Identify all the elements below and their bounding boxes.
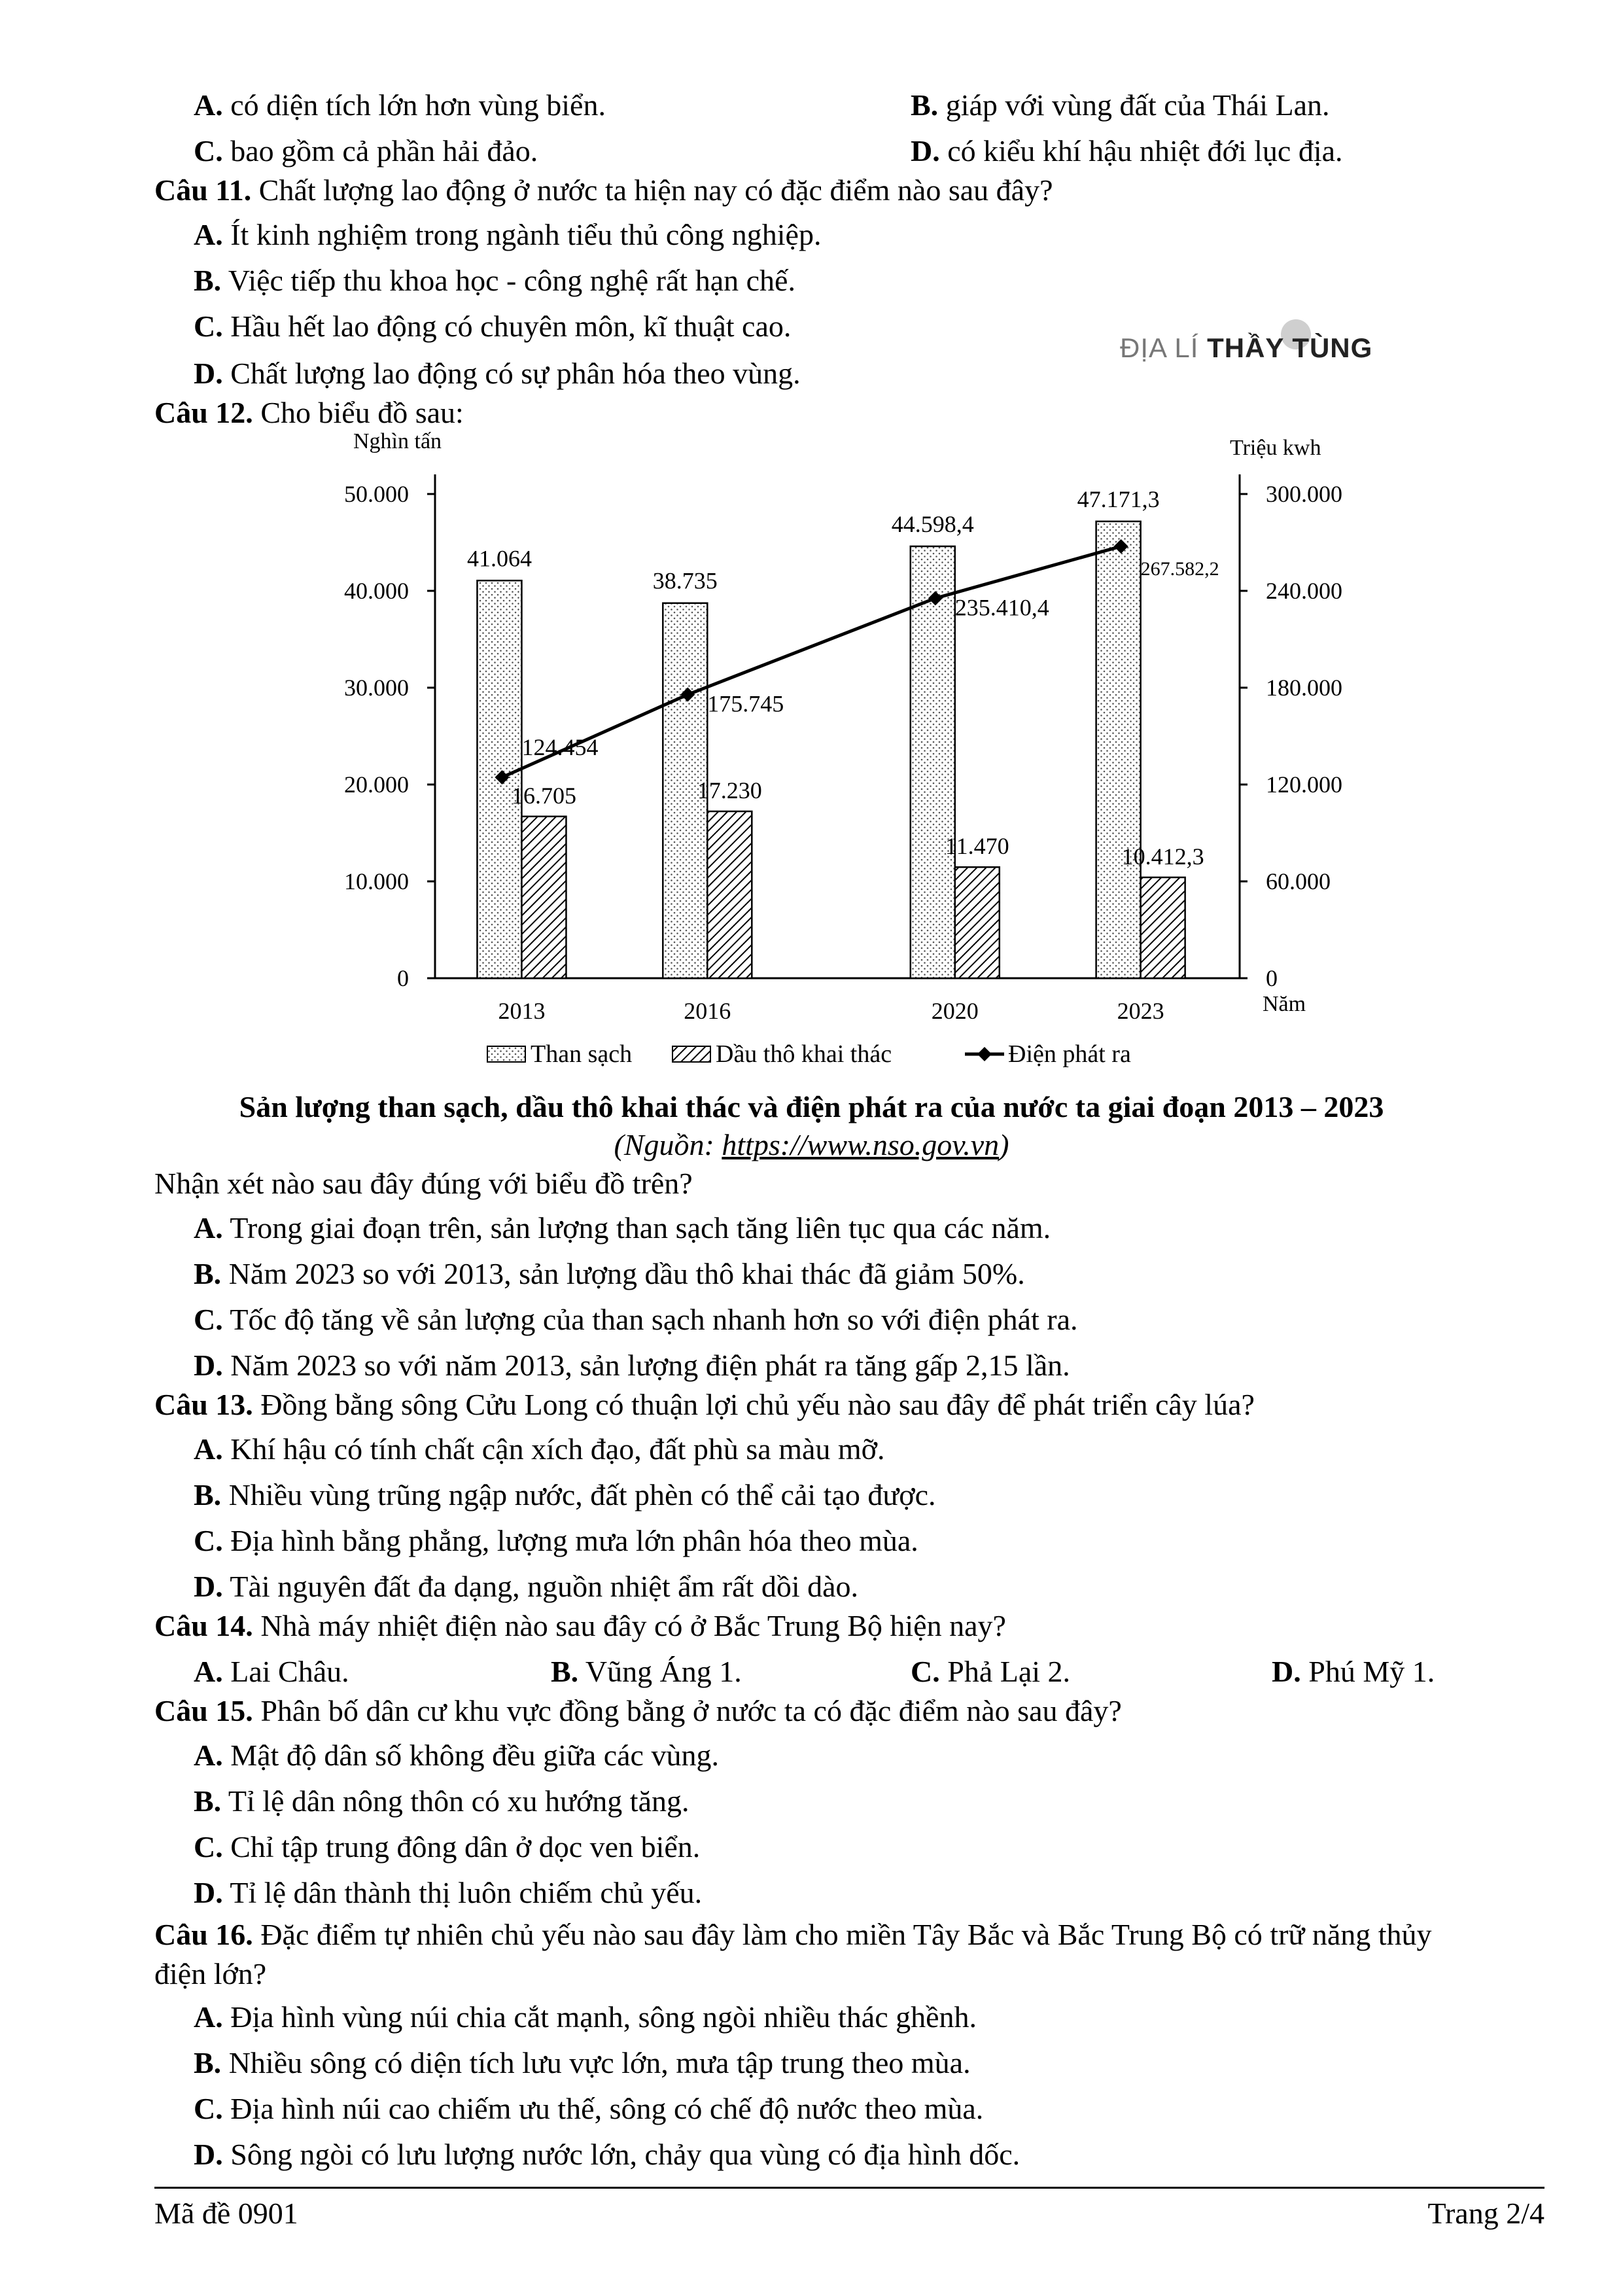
oil-value-label: 11.470 [945,833,1009,860]
x-axis-title: Năm [1263,992,1306,1016]
exam-code: Mã đề 0901 [154,2197,298,2230]
watermark-logo [1120,332,1372,364]
oil-bar [521,817,566,978]
option-text: Tỉ lệ dân nông thôn có xu hướng tăng. [228,1784,689,1818]
question-text: Cho biểu đồ sau: [260,396,464,429]
option-text: giáp với vùng đất của Thái Lan. [945,88,1330,122]
option-letter: A. [194,1432,223,1466]
oil-bar [955,867,1000,978]
right-tick-label: 240.000 [1266,578,1342,604]
coal-value-label: 47.171,3 [1077,486,1160,512]
option-letter: D. [911,134,940,168]
chart-caption: Sản lượng than sạch, dầu thô khai thác và điện phát ra của nước ta giai đoạn 2013 – 2023 [239,1090,1384,1123]
q14-option-d [1272,1657,1435,1687]
right-tick-label: 300.000 [1266,481,1342,507]
source-prefix: (Nguồn: [614,1128,722,1161]
question-text: Đồng bằng sông Cửu Long có thuận lợi chủ yếu nào sau đây để phát triển cây lúa? [260,1388,1255,1421]
legend-label-coal: Than sạch [531,1040,633,1068]
q13-option-c [194,1526,918,1556]
option-letter: A. [194,218,223,251]
option-letter: C. [194,134,223,168]
question-label: Câu 11. [154,173,252,207]
coal-bar [911,546,955,978]
question-text: Nhà máy nhiệt điện nào sau đây có ở Bắc Trung Bộ hiện nay? [260,1609,1006,1642]
left-tick-label: 0 [397,965,409,991]
option-text: Hầu hết lao động có chuyên môn, kĩ thuật cao. [230,309,792,343]
option-letter: C. [194,1303,223,1336]
q12-option-a [194,1213,1051,1243]
coal-bar [1096,521,1141,978]
left-axis-title: Nghìn tấn [353,429,442,453]
option-text: Nhiều vùng trũng ngập nước, đất phèn có thể cải tạo được. [228,1478,936,1511]
question-label: Câu 14. [154,1609,253,1642]
option-letter: A. [194,1211,223,1245]
x-tick-label: 2013 [498,998,546,1024]
electricity-value-label: 235.410,4 [954,594,1049,621]
option-letter: A. [194,2000,223,2034]
left-tick-label: 10.000 [344,868,409,894]
option-letter: D. [194,1349,223,1382]
q12-option-c [194,1305,1078,1335]
chart [314,429,1374,1083]
source-url[interactable]: https://www.nso.gov.vn [722,1128,1000,1161]
right-tick-label: 120.000 [1266,771,1342,798]
q14-option-c [911,1657,1070,1687]
option-letter: B. [194,2046,222,2079]
oil-bar [1141,877,1185,978]
question-label: Câu 16. [154,1918,253,1951]
option-letter: B. [194,264,222,297]
prev-option-d [911,136,1343,166]
option-letter: B. [194,1257,222,1290]
option-text: Tỉ lệ dân thành thị luôn chiếm chủ yếu. [230,1876,703,1909]
q16-option-b [194,2048,971,2078]
option-letter: C. [194,1524,223,1557]
option-text: có kiểu khí hậu nhiệt đới lục địa. [947,134,1343,168]
x-tick-label: 2016 [684,998,731,1024]
right-tick-label: 0 [1266,965,1278,991]
electricity-value-label: 267.582,2 [1140,557,1219,580]
q13-option-b [194,1480,936,1510]
q15-option-b [194,1786,689,1816]
option-text: Lai Châu. [230,1655,349,1688]
prev-option-b [911,90,1330,120]
option-text: Việc tiếp thu khoa học - công nghệ rất hạn chế. [228,264,795,297]
q16-option-c [194,2094,983,2124]
option-letter: B. [911,88,939,122]
coal-value-label: 38.735 [652,567,718,594]
option-text: bao gồm cả phần hải đảo. [230,134,538,168]
x-tick-label: 2023 [1117,998,1164,1024]
page-number: Trang 2/4 [1427,2197,1544,2230]
option-letter: C. [194,309,223,343]
q16-option-d [194,2140,1020,2170]
option-letter: B. [194,1784,222,1818]
right-tick-label: 180.000 [1266,675,1342,701]
q15-option-c [194,1832,700,1862]
right-tick-label: 60.000 [1266,868,1331,894]
left-tick-label: 20.000 [344,771,409,798]
legend-marker-electricity [977,1047,992,1061]
left-tick-label: 30.000 [344,675,409,701]
option-text: Địa hình núi cao chiếm ưu thế, sông có chế độ nước theo mùa. [230,2092,984,2125]
electricity-value-label: 124.454 [521,734,599,761]
q16-option-a [194,2002,977,2032]
q12-prompt: Nhận xét nào sau đây đúng với biểu đồ trên? [154,1167,693,1200]
question-text: Đặc điểm tự nhiên chủ yếu nào sau đây làm cho miền Tây Bắc và Bắc Trung Bộ có trữ năng thủy [260,1918,1432,1951]
option-letter: D. [1272,1655,1301,1688]
option-text: Trong giai đoạn trên, sản lượng than sạch tăng liên tục qua các năm. [230,1211,1051,1245]
legend-swatch-oil [672,1046,710,1062]
option-letter: C. [911,1655,940,1688]
option-letter: D. [194,1876,223,1909]
option-letter: B. [551,1655,579,1688]
question-15 [154,1696,1122,1726]
option-text: Phú Mỹ 1. [1308,1655,1435,1688]
option-text: Chỉ tập trung đông dân ở dọc ven biển. [230,1830,701,1863]
question-13 [154,1390,1255,1420]
option-text: Năm 2023 so với năm 2013, sản lượng điện phát ra tăng gấp 2,15 lần. [230,1349,1070,1382]
question-text: Phân bố dân cư khu vực đồng bằng ở nước ta có đặc điểm nào sau đây? [260,1694,1122,1727]
option-text: Chất lượng lao động có sự phân hóa theo vùng. [230,357,801,390]
option-letter: D. [194,1570,223,1603]
q12-option-b [194,1259,1025,1289]
electricity-value-label: 175.745 [707,690,784,717]
right-axis-title: Triệu kwh [1230,436,1321,460]
question-12 [154,398,464,428]
q15-option-a [194,1740,719,1771]
option-letter: D. [194,357,223,390]
question-label: Câu 13. [154,1388,253,1421]
option-letter: D. [194,2138,223,2171]
left-tick-label: 50.000 [344,481,409,507]
option-text: Ít kinh nghiệm trong ngành tiểu thủ công nghiệp. [230,218,822,251]
option-text: Địa hình bằng phẳng, lượng mưa lớn phân hóa theo mùa. [230,1524,918,1557]
oil-value-label: 16.705 [511,782,576,809]
option-text: Sông ngòi có lưu lượng nước lớn, chảy qua vùng có địa hình dốc. [230,2138,1021,2171]
q11-option-a [194,220,821,250]
footer-divider [154,2187,1544,2189]
oil-bar [707,811,752,978]
prev-option-c [194,136,538,166]
option-text: Mật độ dân số không đều giữa các vùng. [230,1739,719,1772]
question-16-cont: điện lớn? [154,1957,267,1990]
option-text: Năm 2023 so với 2013, sản lượng dầu thô khai thác đã giảm 50%. [228,1257,1025,1290]
option-text: Nhiều sông có diện tích lưu vực lớn, mưa tập trung theo mùa. [228,2046,971,2079]
option-text: Tài nguyên đất đa dạng, nguồn nhiệt ẩm rất dồi dào. [230,1570,859,1603]
question-text: Chất lượng lao động ở nước ta hiện nay có đặc điểm nào sau đây? [258,173,1053,207]
oil-value-label: 10.412,3 [1121,843,1204,870]
chart-source [0,1127,1623,1162]
q11-option-d [194,359,801,389]
option-letter: C. [194,2092,223,2125]
legend-label-oil: Dầu thô khai thác [716,1040,892,1068]
q11-option-b [194,266,795,296]
q12-option-d [194,1351,1070,1381]
option-letter: A. [194,1655,223,1688]
q13-option-a [194,1434,885,1464]
question-label: Câu 12. [154,396,253,429]
source-suffix: ) [999,1128,1009,1161]
q14-option-a [194,1657,349,1687]
oil-value-label: 17.230 [697,777,762,804]
question-14 [154,1611,1006,1641]
option-text: có diện tích lớn hơn vùng biển. [230,88,606,122]
q11-option-c [194,311,791,342]
legend-label-electricity: Điện phát ra [1008,1040,1131,1068]
x-tick-label: 2020 [931,998,979,1024]
question-label: Câu 15. [154,1694,253,1727]
coal-value-label: 41.064 [466,545,532,572]
left-tick-label: 40.000 [344,578,409,604]
option-text: Khí hậu có tính chất cận xích đạo, đất phù sa màu mỡ. [230,1432,885,1466]
q14-option-b [551,1657,742,1687]
prev-option-a [194,90,606,120]
question-16 [154,1920,1432,1950]
option-letter: A. [194,88,223,122]
q13-option-d [194,1572,858,1602]
watermark-part2: THẦY TÙNG [1207,332,1373,363]
option-text: Vũng Áng 1. [585,1655,742,1688]
option-text: Phả Lại 2. [947,1655,1071,1688]
question-11 [154,175,1053,205]
option-text: Tốc độ tăng về sản lượng của than sạch nhanh hơn so với điện phát ra. [230,1303,1078,1336]
coal-value-label: 44.598,4 [891,510,974,537]
q15-option-d [194,1878,702,1908]
watermark-part1: ĐỊA LÍ [1120,332,1199,363]
option-letter: B. [194,1478,222,1511]
option-letter: A. [194,1739,223,1772]
option-text: Địa hình vùng núi chia cắt mạnh, sông ngòi nhiều thác ghềnh. [230,2000,977,2034]
option-letter: C. [194,1830,223,1863]
legend-swatch-coal [487,1046,525,1062]
